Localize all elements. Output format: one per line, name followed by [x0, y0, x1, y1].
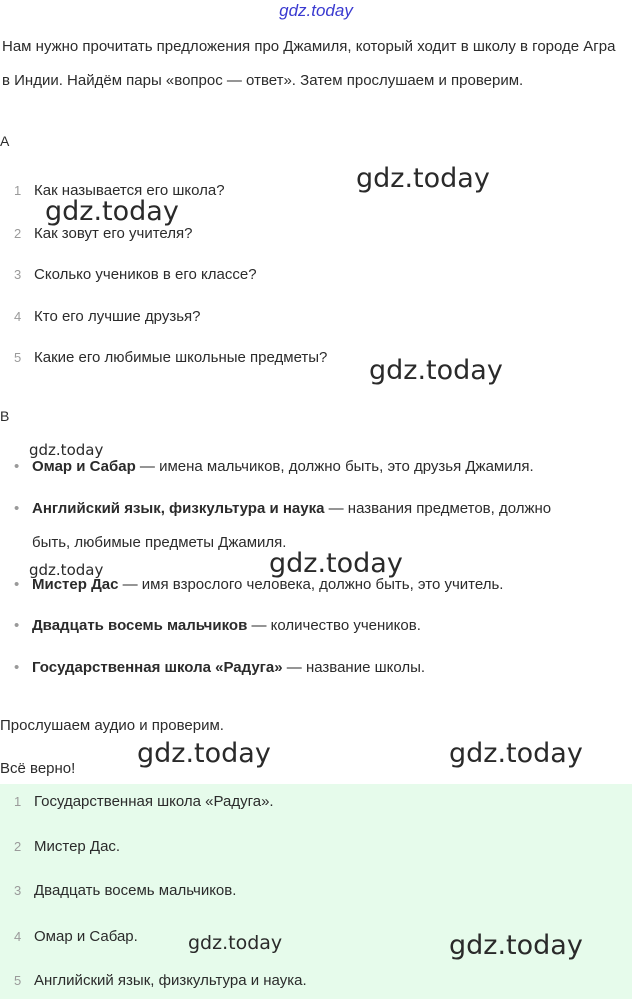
watermark: gdz.today — [449, 738, 583, 769]
item-text: Сколько учеников в его классе? — [34, 266, 257, 283]
list-item: • Мистер Дас — имя взрослого человека, должно быть, это учитель. — [14, 576, 504, 593]
watermark: gdz.today — [137, 738, 271, 769]
item-text: Кто его лучшие друзья? — [34, 308, 201, 325]
item-bold: Английский язык, физкультура и наука — [32, 500, 325, 517]
item-text: — количество учеников. — [247, 617, 421, 634]
item-bold: Двадцать восемь мальчиков — [32, 617, 248, 634]
correct-text: Всё верно! — [0, 760, 76, 777]
watermark: gdz.today — [369, 355, 503, 386]
list-item — [14, 225, 193, 242]
watermark: gdz.today — [188, 932, 283, 954]
item-number: 2 — [14, 226, 22, 241]
section-a-label: A — [0, 133, 10, 149]
item-text: Как зовут его учителя? — [34, 225, 193, 242]
list-item: • Омар и Сабар — имена мальчиков, должно быть, это друзья Джамиля. — [14, 458, 534, 475]
item-number: 3 — [14, 883, 22, 898]
item-text: Английский язык, физкультура и наука. — [34, 972, 307, 989]
item-text: — имена мальчиков, должно быть, это друзья Джамиля. — [135, 458, 534, 475]
item-text: Мистер Дас. — [34, 838, 121, 855]
top-watermark: gdz.today — [279, 1, 353, 20]
answer-item — [14, 838, 120, 855]
list-item: • Государственная школа «Радуга» — название школы. — [14, 659, 426, 676]
item-text-continued: быть, любимые предметы Джамиля. — [32, 534, 287, 551]
item-number: 4 — [14, 309, 22, 324]
answer-item — [14, 972, 307, 989]
item-bold: Мистер Дас — [32, 576, 119, 593]
item-bold: Омар и Сабар — [32, 458, 136, 475]
item-text: Государственная школа «Радуга». — [34, 793, 274, 810]
item-number: 4 — [14, 929, 22, 944]
item-text: Как называется его школа? — [34, 182, 225, 199]
item-number: 1 — [14, 794, 22, 809]
item-number: 5 — [14, 350, 22, 365]
item-text: — название школы. — [282, 659, 426, 676]
item-text: — имя взрослого человека, должно быть, это учитель. — [118, 576, 504, 593]
list-item: • Двадцать восемь мальчиков — количество учеников. — [14, 617, 421, 634]
item-text: Двадцать восемь мальчиков. — [34, 882, 237, 899]
section-b-label: B — [0, 408, 10, 424]
watermark: gdz.today — [45, 196, 179, 227]
watermark: gdz.today — [449, 930, 583, 961]
watermark: gdz.today — [269, 548, 403, 579]
watermark: gdz.today — [29, 441, 104, 459]
item-text: — названия предметов, должно — [324, 500, 552, 517]
item-number: 1 — [14, 183, 22, 198]
answer-item — [14, 793, 274, 810]
item-text: Омар и Сабар. — [34, 928, 138, 945]
list-item — [14, 349, 327, 366]
watermark: gdz.today — [29, 561, 104, 579]
item-number: 2 — [14, 839, 22, 854]
item-bold: Государственная школа «Радуга» — [32, 659, 283, 676]
item-text: Какие его любимые школьные предметы? — [34, 349, 328, 366]
list-item: • Английский язык, физкультура и наука — названия предметов, должно быть, любимые предметы Джамиля. — [14, 500, 552, 551]
item-number: 5 — [14, 973, 22, 988]
answer-item — [14, 882, 236, 899]
list-item — [14, 266, 257, 283]
item-number: 3 — [14, 267, 22, 282]
listen-text: Прослушаем аудио и проверим. — [0, 717, 224, 734]
watermark: gdz.today — [356, 163, 490, 194]
intro-paragraph: Нам нужно прочитать предложения про Джамиля, который ходит в школу в городе Агра в Индии. Найдём пары «вопрос — ответ». Затем прослушаем и проверим. — [2, 38, 616, 89]
list-item — [14, 308, 201, 325]
answer-item — [14, 928, 138, 945]
